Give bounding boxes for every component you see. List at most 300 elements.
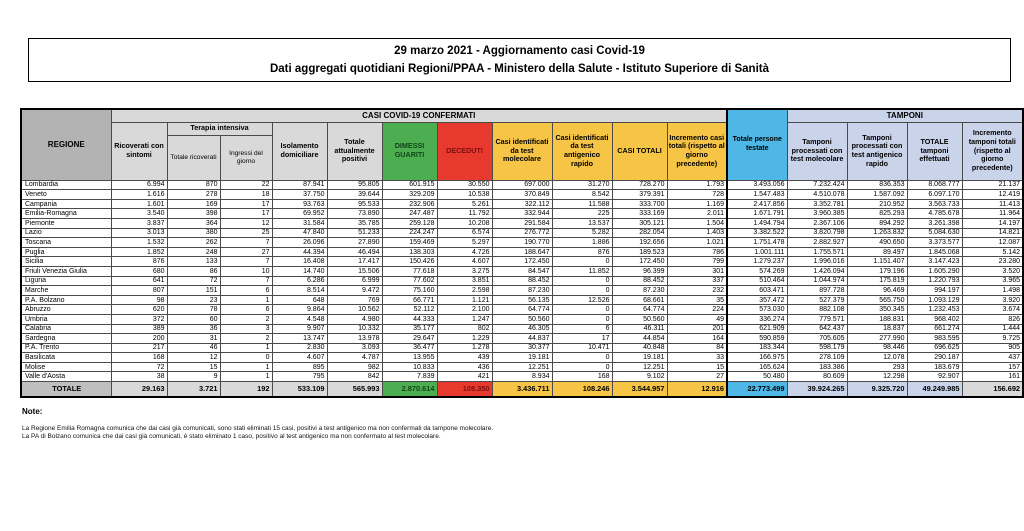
table-row (21, 276, 1023, 286)
data-cell: 17 (552, 334, 612, 344)
banner-tamponi: TAMPONI (787, 109, 1023, 122)
total-cell: 565.993 (327, 382, 382, 397)
data-cell: 1.151.407 (847, 257, 907, 267)
data-cell: 77.602 (382, 276, 437, 286)
data-cell: 88.452 (492, 276, 552, 286)
data-cell: 3.373.577 (907, 238, 962, 248)
data-cell: 232.906 (382, 199, 437, 209)
data-cell: 133 (167, 257, 220, 267)
data-cell: 60 (167, 314, 220, 324)
data-cell: 876 (552, 247, 612, 257)
data-cell: 11.852 (552, 266, 612, 276)
data-cell: 574.269 (727, 266, 787, 276)
region-name: Marche (21, 286, 111, 296)
data-cell: 565.750 (847, 295, 907, 305)
data-cell: 641 (111, 276, 167, 286)
data-cell: 337 (667, 276, 727, 286)
data-cell: 4.980 (327, 314, 382, 324)
table-row (21, 334, 1023, 344)
total-cell: 22.773.499 (727, 382, 787, 397)
data-cell: 150.426 (382, 257, 437, 267)
data-cell: 15 (167, 362, 220, 372)
data-cell: 27 (667, 372, 727, 382)
data-cell: 37.750 (272, 190, 327, 200)
data-cell: 69.952 (272, 209, 327, 219)
data-cell: 165.624 (727, 362, 787, 372)
data-cell: 370.849 (492, 190, 552, 200)
covid-table (20, 108, 1024, 398)
data-cell: 1.232.453 (907, 305, 962, 315)
region-name: Lazio (21, 228, 111, 238)
data-cell: 4.510.078 (787, 190, 847, 200)
data-cell: 7.839 (382, 372, 437, 382)
data-cell: 35 (667, 295, 727, 305)
data-cell: 2.830 (272, 343, 327, 353)
data-cell: 1.751.478 (727, 238, 787, 248)
data-cell: 86 (167, 266, 220, 276)
table-row (21, 343, 1023, 353)
col-header-dimessi-guariti: DIMESSI GUARITI (382, 122, 437, 180)
data-cell: 968.402 (907, 314, 962, 324)
data-cell: 75.160 (382, 286, 437, 296)
data-cell: 2.367.106 (787, 218, 847, 228)
data-cell: 1.444 (962, 324, 1023, 334)
data-cell: 278.109 (787, 353, 847, 363)
data-cell: 3.013 (111, 228, 167, 238)
data-cell: 9 (167, 372, 220, 382)
data-cell: 18 (220, 190, 272, 200)
data-cell: 166.975 (727, 353, 787, 363)
data-cell: 183.344 (727, 343, 787, 353)
data-cell: 98.446 (847, 343, 907, 353)
data-cell: 27.890 (327, 238, 382, 248)
region-name: Umbria (21, 314, 111, 324)
data-cell: 807 (111, 286, 167, 296)
data-cell: 31.584 (272, 218, 327, 228)
data-cell: 64.774 (492, 305, 552, 315)
data-cell: 642.437 (787, 324, 847, 334)
region-name: Puglia (21, 247, 111, 257)
data-cell: 527.379 (787, 295, 847, 305)
data-cell: 601.915 (382, 180, 437, 190)
data-cell: 2 (220, 334, 272, 344)
total-label: TOTALE (21, 382, 111, 397)
total-cell: 3.544.957 (612, 382, 667, 397)
data-cell: 372 (111, 314, 167, 324)
total-cell: 49.249.985 (907, 382, 962, 397)
table-row (21, 180, 1023, 190)
note-line-2: La PA di Bolzano comunica che dai casi già comunicati, è stato eliminato 1 caso, positivo al test antigenico ma non confermato al test molecolare. (22, 433, 441, 440)
data-cell: 9.102 (612, 372, 667, 382)
data-cell: 1.845.068 (907, 247, 962, 257)
data-cell: 87.941 (272, 180, 327, 190)
data-cell: 21.137 (962, 180, 1023, 190)
data-cell: 11.964 (962, 209, 1023, 219)
data-cell: 2 (220, 314, 272, 324)
data-cell: 15.506 (327, 266, 382, 276)
data-cell: 31 (167, 334, 220, 344)
data-cell: 169 (167, 199, 220, 209)
data-cell: 436 (437, 362, 492, 372)
table-row (21, 199, 1023, 209)
data-cell: 510.464 (727, 276, 787, 286)
data-cell: 5.261 (437, 199, 492, 209)
data-cell: 217 (111, 343, 167, 353)
region-name: Toscana (21, 238, 111, 248)
data-cell: 389 (111, 324, 167, 334)
data-cell: 73.890 (327, 209, 382, 219)
data-cell: 6.286 (272, 276, 327, 286)
data-cell: 35.177 (382, 324, 437, 334)
data-cell: 10.471 (552, 343, 612, 353)
region-name: Basilicata (21, 353, 111, 363)
data-cell: 138.303 (382, 247, 437, 257)
data-cell: 84.547 (492, 266, 552, 276)
data-cell: 3.520 (962, 266, 1023, 276)
data-cell: 1 (220, 295, 272, 305)
data-cell: 80.609 (787, 372, 847, 382)
data-cell: 6.574 (437, 228, 492, 238)
data-cell: 19.181 (492, 353, 552, 363)
data-cell: 3.382.522 (727, 228, 787, 238)
data-cell: 36.477 (382, 343, 437, 353)
total-cell: 29.163 (111, 382, 167, 397)
data-cell: 897.728 (787, 286, 847, 296)
data-cell: 994.197 (907, 286, 962, 296)
data-cell: 87.230 (492, 286, 552, 296)
table-row (21, 286, 1023, 296)
data-cell: 332.944 (492, 209, 552, 219)
table-row (21, 218, 1023, 228)
data-cell: 6.994 (111, 180, 167, 190)
data-cell: 590.859 (727, 334, 787, 344)
data-cell: 894.292 (847, 218, 907, 228)
data-cell: 44.394 (272, 247, 327, 257)
data-cell: 795 (272, 372, 327, 382)
data-cell: 17.417 (327, 257, 382, 267)
data-cell: 95.805 (327, 180, 382, 190)
data-cell: 290.187 (907, 353, 962, 363)
col-header-isolamento: Isolamento domiciliare (272, 122, 327, 180)
data-cell: 10.208 (437, 218, 492, 228)
data-cell: 276.772 (492, 228, 552, 238)
data-cell: 825.293 (847, 209, 907, 219)
data-cell: 0 (552, 362, 612, 372)
data-cell: 826 (962, 314, 1023, 324)
data-cell: 293 (847, 362, 907, 372)
data-cell: 1.605.290 (907, 266, 962, 276)
data-cell: 30.377 (492, 343, 552, 353)
data-cell: 1.755.571 (787, 247, 847, 257)
data-cell: 364 (167, 218, 220, 228)
data-cell: 301 (667, 266, 727, 276)
data-cell: 6 (220, 286, 272, 296)
data-cell: 1.044.974 (787, 276, 847, 286)
data-cell: 168 (111, 353, 167, 363)
data-cell: 192.656 (612, 238, 667, 248)
data-cell: 1.498 (962, 286, 1023, 296)
total-cell: 533.109 (272, 382, 327, 397)
data-cell: 51.233 (327, 228, 382, 238)
data-cell: 5.084.630 (907, 228, 962, 238)
data-cell: 38 (111, 372, 167, 382)
table-row (21, 305, 1023, 315)
data-cell: 87.230 (612, 286, 667, 296)
data-cell: 9.864 (272, 305, 327, 315)
data-cell: 1.532 (111, 238, 167, 248)
total-cell: 9.325.720 (847, 382, 907, 397)
data-cell: 72 (167, 276, 220, 286)
data-cell: 10.332 (327, 324, 382, 334)
data-cell: 13.747 (272, 334, 327, 344)
data-cell: 46.305 (492, 324, 552, 334)
terapia-row (21, 122, 1023, 135)
region-name: Molise (21, 362, 111, 372)
data-cell: 1.494.794 (727, 218, 787, 228)
table-row (21, 257, 1023, 267)
data-cell: 1.121 (437, 295, 492, 305)
data-cell: 282.054 (612, 228, 667, 238)
col-header-tamponi-antigenico: Tamponi processati con test antigenico rapido (847, 122, 907, 180)
data-cell: 1.504 (667, 218, 727, 228)
data-cell: 9.472 (327, 286, 382, 296)
data-cell: 3.837 (111, 218, 167, 228)
data-cell: 8.514 (272, 286, 327, 296)
data-cell: 159.469 (382, 238, 437, 248)
col-header-casi-molecolare: Casi identificati da test molecolare (492, 122, 552, 180)
region-name: P.A. Bolzano (21, 295, 111, 305)
data-cell: 36 (167, 324, 220, 334)
total-row (21, 382, 1023, 397)
data-cell: 50.480 (727, 372, 787, 382)
data-cell: 1.886 (552, 238, 612, 248)
data-cell: 882.108 (787, 305, 847, 315)
data-cell: 84 (667, 343, 727, 353)
data-cell: 2.882.927 (787, 238, 847, 248)
data-cell: 620 (111, 305, 167, 315)
data-cell: 247.487 (382, 209, 437, 219)
data-cell: 11.792 (437, 209, 492, 219)
data-cell: 64.774 (612, 305, 667, 315)
data-cell: 35.785 (327, 218, 382, 228)
data-cell: 1.169 (667, 199, 727, 209)
col-header-incremento-tamponi: Incremento tamponi totali (rispetto al giorno precedente) (962, 122, 1023, 180)
data-cell: 3.965 (962, 276, 1023, 286)
data-cell: 172.450 (612, 257, 667, 267)
data-cell: 1.279.237 (727, 257, 787, 267)
data-cell: 52.112 (382, 305, 437, 315)
data-cell: 3.147.423 (907, 257, 962, 267)
data-cell: 93.763 (272, 199, 327, 209)
data-cell: 769 (327, 295, 382, 305)
data-cell: 4.548 (272, 314, 327, 324)
total-cell: 3.721 (167, 382, 220, 397)
data-cell: 278 (167, 190, 220, 200)
col-header-totale-tamponi: TOTALE tamponi effettuati (907, 122, 962, 180)
data-cell: 168 (552, 372, 612, 382)
data-cell: 3.820.798 (787, 228, 847, 238)
table-header (21, 109, 1023, 180)
data-cell: 7 (220, 276, 272, 286)
data-cell: 16.408 (272, 257, 327, 267)
table-row (21, 247, 1023, 257)
region-name: Friuli Venezia Giulia (21, 266, 111, 276)
data-cell: 172.450 (492, 257, 552, 267)
data-cell: 439 (437, 353, 492, 363)
data-cell: 1 (220, 372, 272, 382)
data-cell: 799 (667, 257, 727, 267)
data-cell: 44.333 (382, 314, 437, 324)
data-cell: 1.547.483 (727, 190, 787, 200)
table-row (21, 295, 1023, 305)
table-row (21, 209, 1023, 219)
col-header-regione: REGIONE (21, 109, 111, 180)
data-cell: 1.403 (667, 228, 727, 238)
data-cell: 876 (111, 257, 167, 267)
data-cell: 1.671.791 (727, 209, 787, 219)
data-cell: 3 (220, 324, 272, 334)
data-cell: 333.169 (612, 209, 667, 219)
data-cell: 0 (552, 314, 612, 324)
data-cell: 1.587.092 (847, 190, 907, 200)
region-name: Sardegna (21, 334, 111, 344)
region-name: Piemonte (21, 218, 111, 228)
data-cell: 161 (962, 372, 1023, 382)
data-cell: 225 (552, 209, 612, 219)
table-row (21, 266, 1023, 276)
title-line-2: Dati aggregati quotidiani Regioni/PPAA - Ministero della Salute - Istituto Superiore di Sanità (269, 63, 770, 75)
data-cell: 1.278 (437, 343, 492, 353)
data-cell: 3.920 (962, 295, 1023, 305)
table-row (21, 228, 1023, 238)
data-cell: 175.819 (847, 276, 907, 286)
region-name: Sicilia (21, 257, 111, 267)
data-cell: 40.848 (612, 343, 667, 353)
data-cell: 12.419 (962, 190, 1023, 200)
table-body (21, 180, 1023, 396)
data-cell: 1.601 (111, 199, 167, 209)
region-name: Lombardia (21, 180, 111, 190)
data-cell: 188.831 (847, 314, 907, 324)
data-cell: 13.537 (552, 218, 612, 228)
data-cell: 33 (667, 353, 727, 363)
data-cell: 23 (167, 295, 220, 305)
data-cell: 0 (552, 257, 612, 267)
total-cell: 39.924.265 (787, 382, 847, 397)
data-cell: 697.000 (492, 180, 552, 190)
data-cell: 5.297 (437, 238, 492, 248)
data-cell: 22 (220, 180, 272, 190)
data-cell: 157 (962, 362, 1023, 372)
data-cell: 262 (167, 238, 220, 248)
data-cell: 6.097.170 (907, 190, 962, 200)
data-cell: 1.247 (437, 314, 492, 324)
data-cell: 1 (220, 343, 272, 353)
data-cell: 3.261.398 (907, 218, 962, 228)
region-name: Emilia-Romagna (21, 209, 111, 219)
data-cell: 379.391 (612, 190, 667, 200)
data-cell: 3.960.385 (787, 209, 847, 219)
total-cell: 2.870.614 (382, 382, 437, 397)
data-cell: 1.616 (111, 190, 167, 200)
data-cell: 224 (667, 305, 727, 315)
data-cell: 14.197 (962, 218, 1023, 228)
data-cell: 14.740 (272, 266, 327, 276)
data-cell: 305.121 (612, 218, 667, 228)
data-cell: 10.538 (437, 190, 492, 200)
data-cell: 4.726 (437, 247, 492, 257)
data-cell: 12.526 (552, 295, 612, 305)
data-cell: 8.542 (552, 190, 612, 200)
data-cell: 603.471 (727, 286, 787, 296)
data-cell: 1.021 (667, 238, 727, 248)
data-cell: 201 (667, 324, 727, 334)
col-header-persone-testate: Totale persone testate (727, 109, 787, 180)
data-cell: 210.952 (847, 199, 907, 209)
data-cell: 95.533 (327, 199, 382, 209)
data-cell: 232 (667, 286, 727, 296)
data-cell: 46 (167, 343, 220, 353)
data-cell: 44.837 (492, 334, 552, 344)
data-cell: 1.263.832 (847, 228, 907, 238)
data-cell: 9.907 (272, 324, 327, 334)
data-cell: 661.274 (907, 324, 962, 334)
data-cell: 2.100 (437, 305, 492, 315)
region-name: P.A. Trento (21, 343, 111, 353)
data-cell: 836.353 (847, 180, 907, 190)
data-cell: 983.595 (907, 334, 962, 344)
col-header-casi-antigenico: Casi identificati da test antigenico rapido (552, 122, 612, 180)
total-cell: 108.246 (552, 382, 612, 397)
data-cell: 277.990 (847, 334, 907, 344)
data-cell: 200 (111, 334, 167, 344)
data-cell: 437 (962, 353, 1023, 363)
data-cell: 802 (437, 324, 492, 334)
data-cell: 728 (667, 190, 727, 200)
note-line-1: La Regione Emilia Romagna comunica che dai casi già comunicati, sono stati eliminati 15 casi, positivi a test antigenico ma non confermati da tampone molecolare. (22, 425, 494, 432)
data-cell: 12 (167, 353, 220, 363)
data-cell: 1 (220, 362, 272, 372)
data-cell: 4.785.678 (907, 209, 962, 219)
data-cell: 92.907 (907, 372, 962, 382)
data-cell: 224.247 (382, 228, 437, 238)
data-cell: 982 (327, 362, 382, 372)
total-cell: 3.436.711 (492, 382, 552, 397)
data-cell: 248 (167, 247, 220, 257)
data-cell: 11.413 (962, 199, 1023, 209)
region-name: Campania (21, 199, 111, 209)
table-row (21, 372, 1023, 382)
data-cell: 3.493.056 (727, 180, 787, 190)
data-cell: 779.571 (787, 314, 847, 324)
data-cell: 183.679 (907, 362, 962, 372)
data-cell: 12.078 (847, 353, 907, 363)
col-header-casi-totali: CASI TOTALI (612, 122, 667, 180)
data-cell: 179.196 (847, 266, 907, 276)
data-cell: 728.270 (612, 180, 667, 190)
data-cell: 680 (111, 266, 167, 276)
data-cell: 870 (167, 180, 220, 190)
col-header-totale-ricoverati: Totale ricoverati (167, 135, 220, 180)
data-cell: 398 (167, 209, 220, 219)
data-cell: 573.030 (727, 305, 787, 315)
data-cell: 188.647 (492, 247, 552, 257)
data-cell: 12.251 (492, 362, 552, 372)
data-cell: 7.232.424 (787, 180, 847, 190)
col-header-incremento-casi: Incremento casi totali (rispetto al giorno precedente) (667, 122, 727, 180)
data-cell: 7 (220, 238, 272, 248)
data-cell: 23.280 (962, 257, 1023, 267)
